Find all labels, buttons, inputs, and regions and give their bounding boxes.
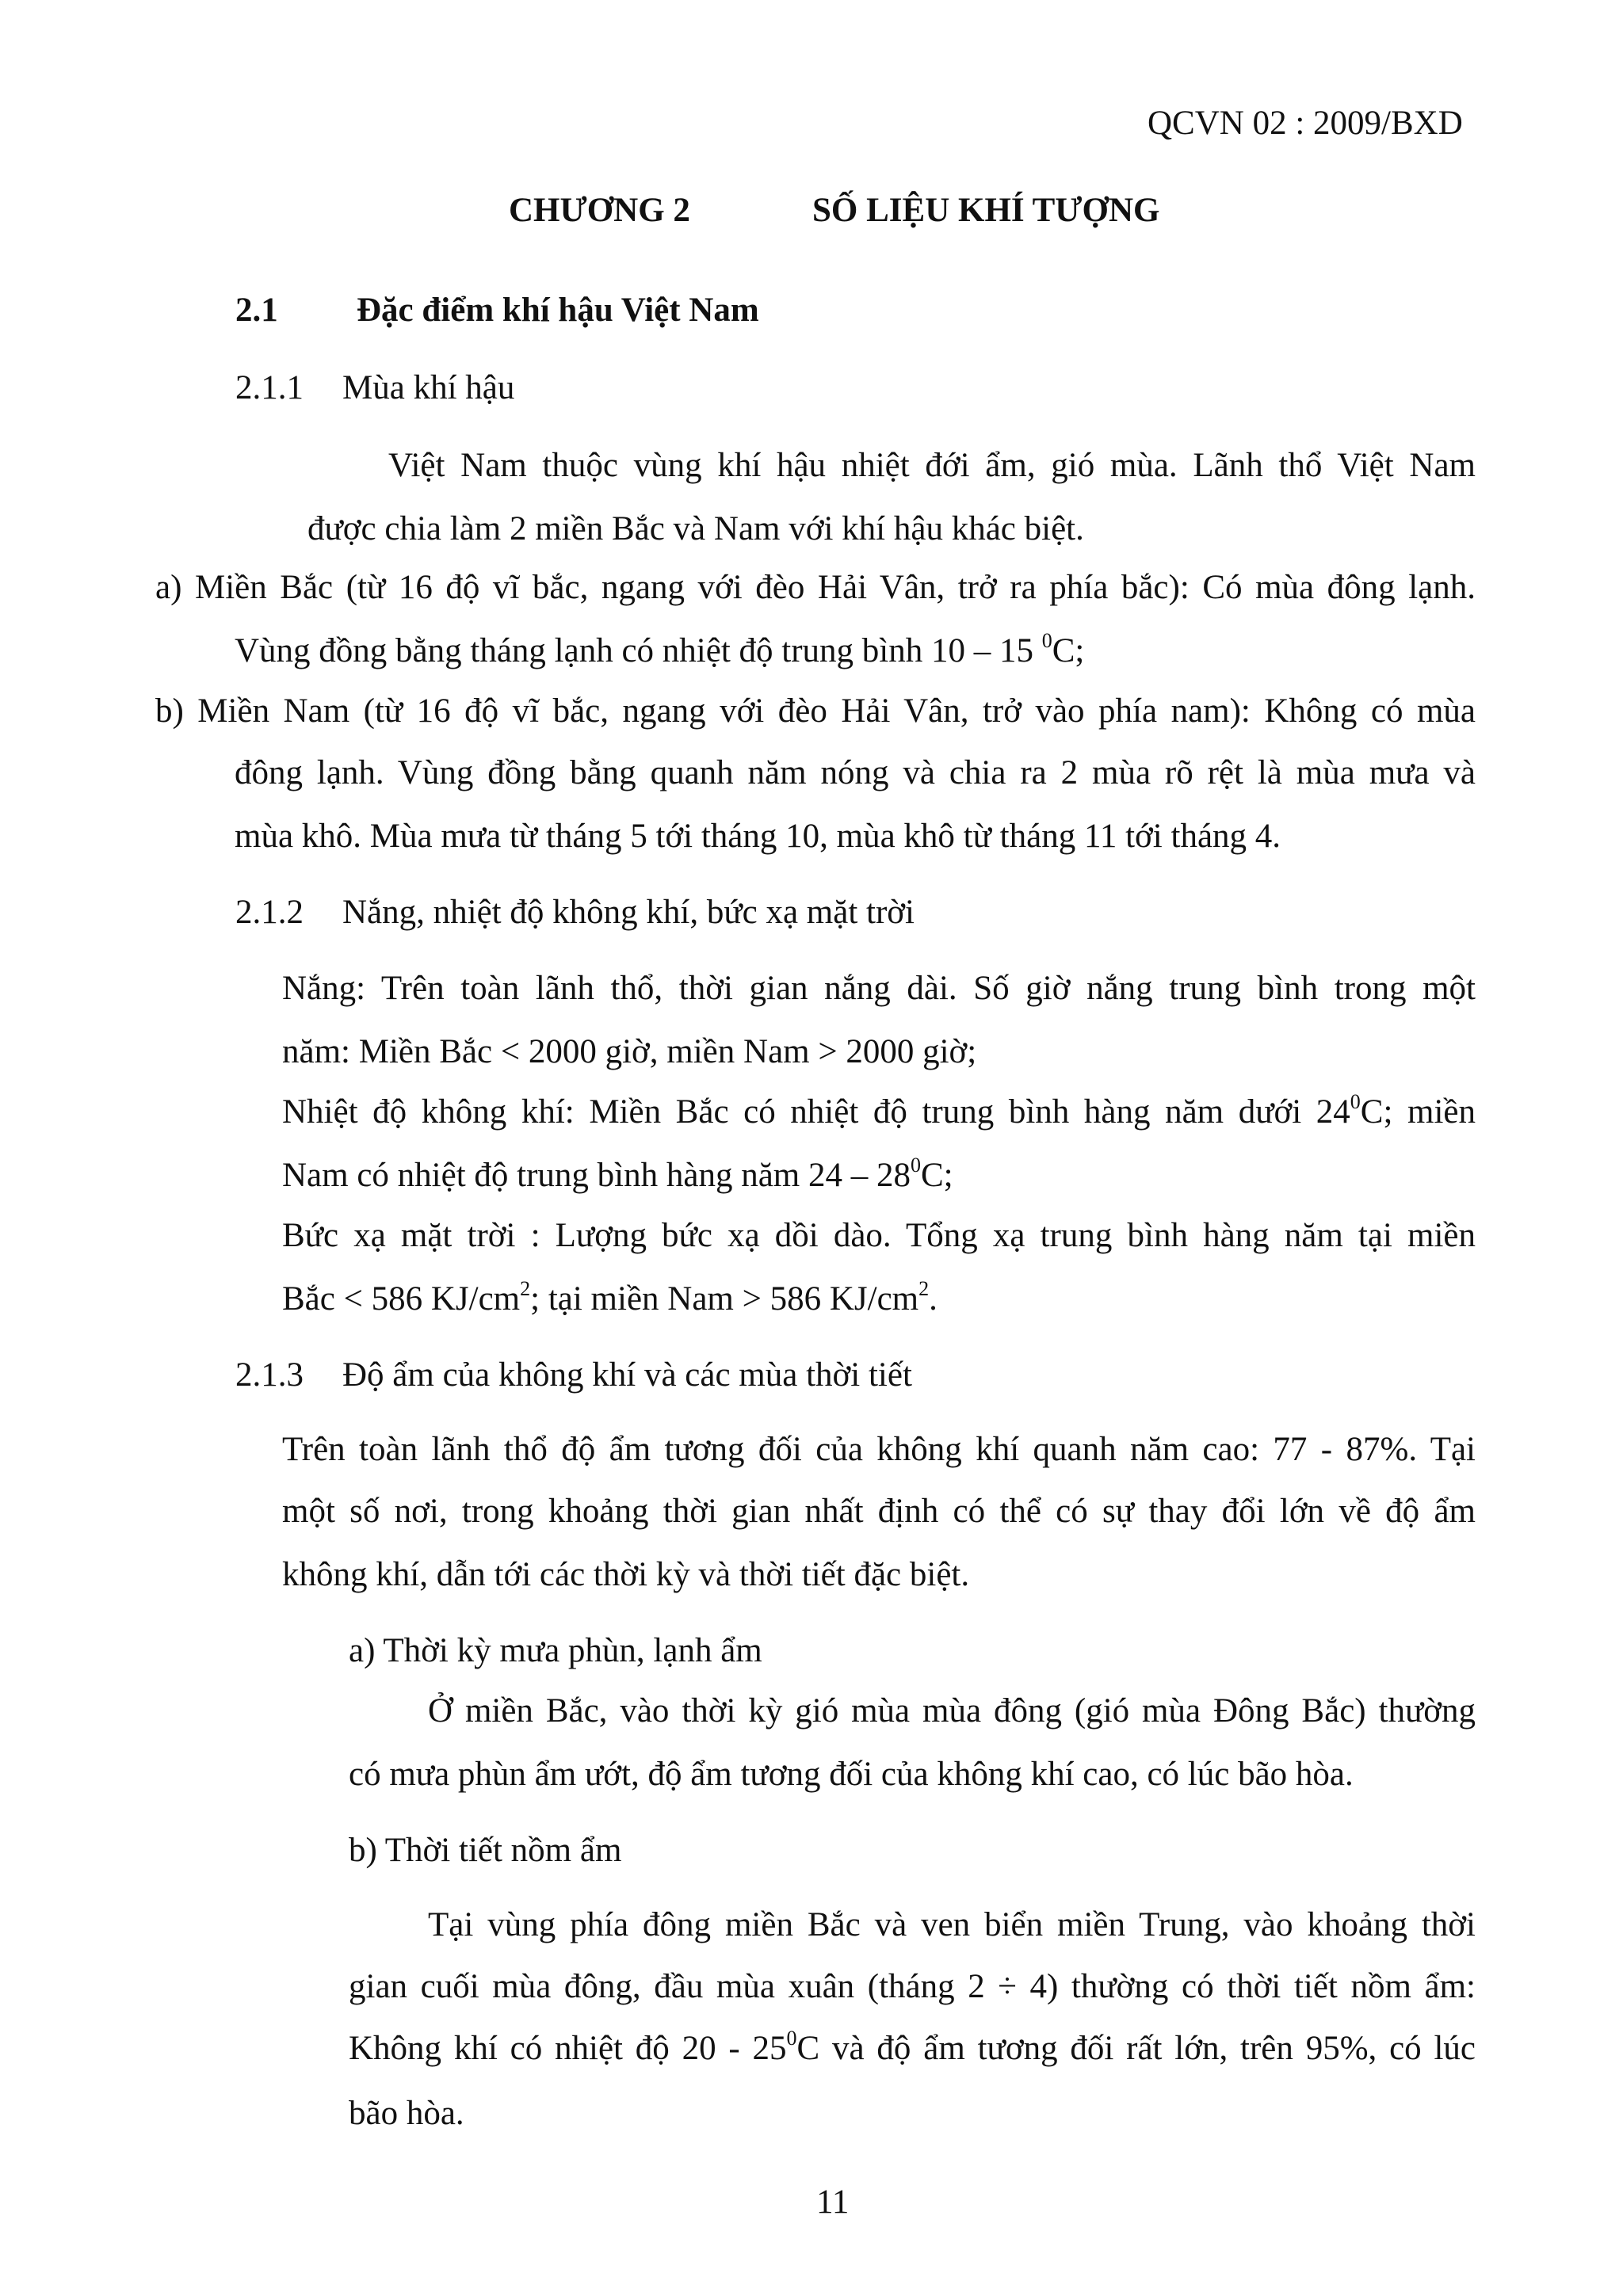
subsection-title: Nắng, nhiệt độ không khí, bức xạ mặt trời	[342, 894, 915, 931]
paragraph-line: Nhiệt độ không khí: Miền Bắc có nhiệt độ trung bình hàng năm dưới $24^0C$; miền	[282, 1090, 1476, 1131]
paragraph-line: bão hòa.	[349, 2095, 464, 2132]
paragraph-line: Bắc < 586 $KJ/cm^2$; tại miền Nam > 586 $KJ/cm^2$.	[282, 1277, 938, 1318]
paragraph-line: không khí, dẫn tới các thời kỳ và thời tiết đặc biệt.	[282, 1556, 970, 1593]
subsection-number: 2.1.2	[235, 894, 304, 931]
paragraph-line: Trên toàn lãnh thổ độ ẩm tương đối của không khí quanh năm cao: 77 - 87%. Tại	[282, 1431, 1476, 1468]
paragraph-line: Không khí có nhiệt độ $20 - 25^0C$ và độ ẩm tương đối rất lớn, trên 95%, có lúc	[349, 2027, 1476, 2067]
paragraph-line: gian cuối mùa đông, đầu mùa xuân (tháng 2 ÷ 4) thường có thời tiết nồm ẩm:	[349, 1968, 1476, 2005]
subsection-title: Mùa khí hậu	[342, 369, 515, 406]
subitem-title: b) Thời tiết nồm ẩm	[349, 1832, 622, 1869]
list-item-b-line: mùa khô. Mùa mưa từ tháng 5 tới tháng 10, mùa khô từ tháng 11 tới tháng 4.	[235, 818, 1281, 855]
paragraph-line: một số nơi, trong khoảng thời gian nhất định có thể có sự thay đổi lớn về độ ẩm	[282, 1493, 1476, 1530]
list-item-a-line: Vùng đồng bằng tháng lạnh có nhiệt độ trung bình 10 – 15 $^0$C;	[235, 629, 1085, 669]
paragraph-line: Ở miền Bắc, vào thời kỳ gió mùa mùa đông (gió mùa Đông Bắc) thường	[428, 1692, 1476, 1730]
chapter-number: CHƯƠNG 2	[509, 192, 690, 229]
paragraph-line: được chia làm 2 miền Bắc và Nam với khí hậu khác biệt.	[307, 510, 1084, 547]
chapter-title: SỐ LIỆU KHÍ TƯỢNG	[812, 192, 1160, 229]
list-item-b-line: đông lạnh. Vùng đồng bằng quanh năm nóng và chia ra 2 mùa rõ rệt là mùa mưa và	[235, 754, 1476, 791]
document-code: QCVN 02 : 2009/BXD	[1148, 105, 1463, 142]
page-number: 11	[816, 2183, 850, 2221]
paragraph-line: Nắng: Trên toàn lãnh thổ, thời gian nắng dài. Số giờ nắng trung bình trong một	[282, 970, 1476, 1007]
paragraph-line: Việt Nam thuộc vùng khí hậu nhiệt đới ẩm, gió mùa. Lãnh thổ Việt Nam	[388, 447, 1476, 484]
paragraph-line: Bức xạ mặt trời : Lượng bức xạ dồi dào. Tổng xạ trung bình hàng năm tại miền	[282, 1217, 1476, 1254]
subitem-title: a) Thời kỳ mưa phùn, lạnh ẩm	[349, 1632, 762, 1669]
paragraph-line: Tại vùng phía đông miền Bắc và ven biển miền Trung, vào khoảng thời	[428, 1906, 1476, 1943]
subsection-number: 2.1.1	[235, 369, 304, 406]
paragraph-line: năm: Miền Bắc < 2000 giờ, miền Nam > 2000 giờ;	[282, 1033, 977, 1070]
subsection-title: Độ ẩm của không khí và các mùa thời tiết	[342, 1356, 912, 1394]
subsection-number: 2.1.3	[235, 1356, 304, 1394]
list-item-b-line: b) Miền Nam (từ 16 độ vĩ bắc, ngang với đèo Hải Vân, trở vào phía nam): Không có mùa	[155, 692, 1476, 730]
list-item-a-line: a) Miền Bắc (từ 16 độ vĩ bắc, ngang với đèo Hải Vân, trở ra phía bắc): Có mùa đông lạnh.	[155, 569, 1476, 606]
paragraph-line: có mưa phùn ẩm ướt, độ ẩm tương đối của không khí cao, có lúc bão hòa.	[349, 1756, 1354, 1793]
section-number: 2.1	[235, 292, 278, 329]
section-title: Đặc điểm khí hậu Việt Nam	[357, 292, 759, 329]
paragraph-line: Nam có nhiệt độ trung bình hàng năm $24 - 28^0C$;	[282, 1154, 953, 1194]
